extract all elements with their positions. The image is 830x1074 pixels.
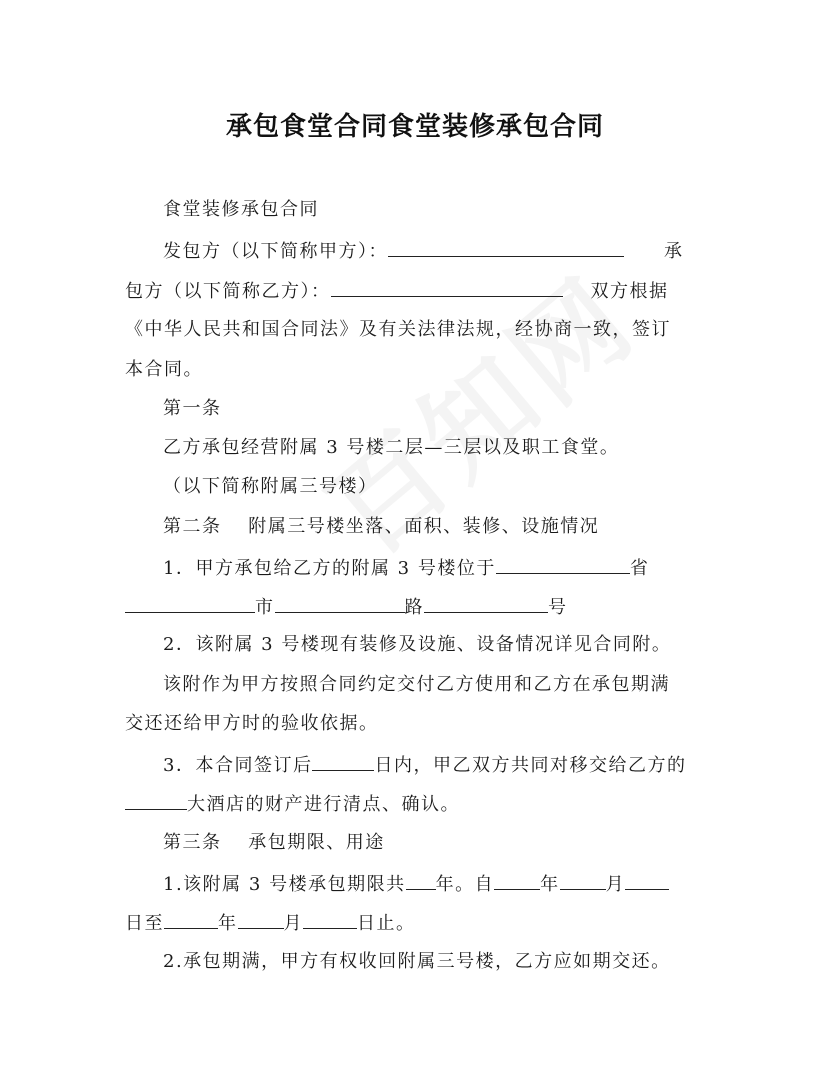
paragraph-line: 2.承包期满，甲方有权收回附属三号楼，乙方应如期交还。 [163,951,671,972]
blank-field[interactable] [312,752,374,771]
paragraph-line: 3．本合同签订后 日内，甲乙双方共同对移交给乙方的 [163,752,686,778]
blank-field[interactable] [496,555,630,574]
paragraph-line: 大酒店的财产进行清点、确认。 [125,791,460,817]
blank-field[interactable] [494,871,540,890]
blank-field[interactable] [125,791,187,810]
section-heading: 第一条 [163,398,222,419]
blank-field[interactable] [625,871,669,890]
paragraph-line: 1．甲方承包给乙方的附属 3 号楼位于 省 [163,555,649,581]
section-heading: 第二条 附属三号楼坐落、面积、装修、设施情况 [163,516,600,537]
blank-field[interactable] [331,278,563,297]
paragraph-line: 发包方（以下简称甲方）： 承 [163,238,684,264]
paragraph-line: 市 路 号 [125,594,568,620]
blank-field[interactable] [164,910,218,929]
paragraph-line: 本合同。 [125,359,203,380]
paragraph-line: 乙方承包经营附属 3 号楼二层—三层以及职工食堂。 [163,437,620,458]
document-title: 承包食堂合同食堂装修承包合同 [225,112,604,142]
paragraph-line: 交还还给甲方时的验收依据。 [125,713,379,734]
paragraph-line: 《中华人民共和国合同法》及有关法律法规，经协商一致，签订 [125,319,671,340]
blank-field[interactable] [424,594,548,613]
blank-field[interactable] [406,871,436,890]
section-heading: 第三条 承包期限、用途 [163,832,385,853]
blank-field[interactable] [303,910,357,929]
blank-field[interactable] [388,238,624,257]
blank-field[interactable] [560,871,606,890]
blank-field[interactable] [238,910,284,929]
paragraph-line: 食堂装修承包合同 [163,199,319,220]
blank-field[interactable] [125,594,255,613]
paragraph-line: （以下简称附属三号楼） [163,476,378,497]
paragraph-line: 日至 年 月 日止。 [125,910,416,936]
paragraph-line: 2．该附属 3 号楼现有装修及设施、设备情况详见合同附。 [163,634,672,655]
blank-field[interactable] [275,594,405,613]
paragraph-line: 1.该附属 3 号楼承包期限共 年。自 年 月 [163,871,669,897]
paragraph-line: 包方（以下简称乙方）： 双方根据 [125,278,669,304]
paragraph-line: 该附作为甲方按照合同约定交付乙方使用和乙方在承包期满 [163,674,670,695]
